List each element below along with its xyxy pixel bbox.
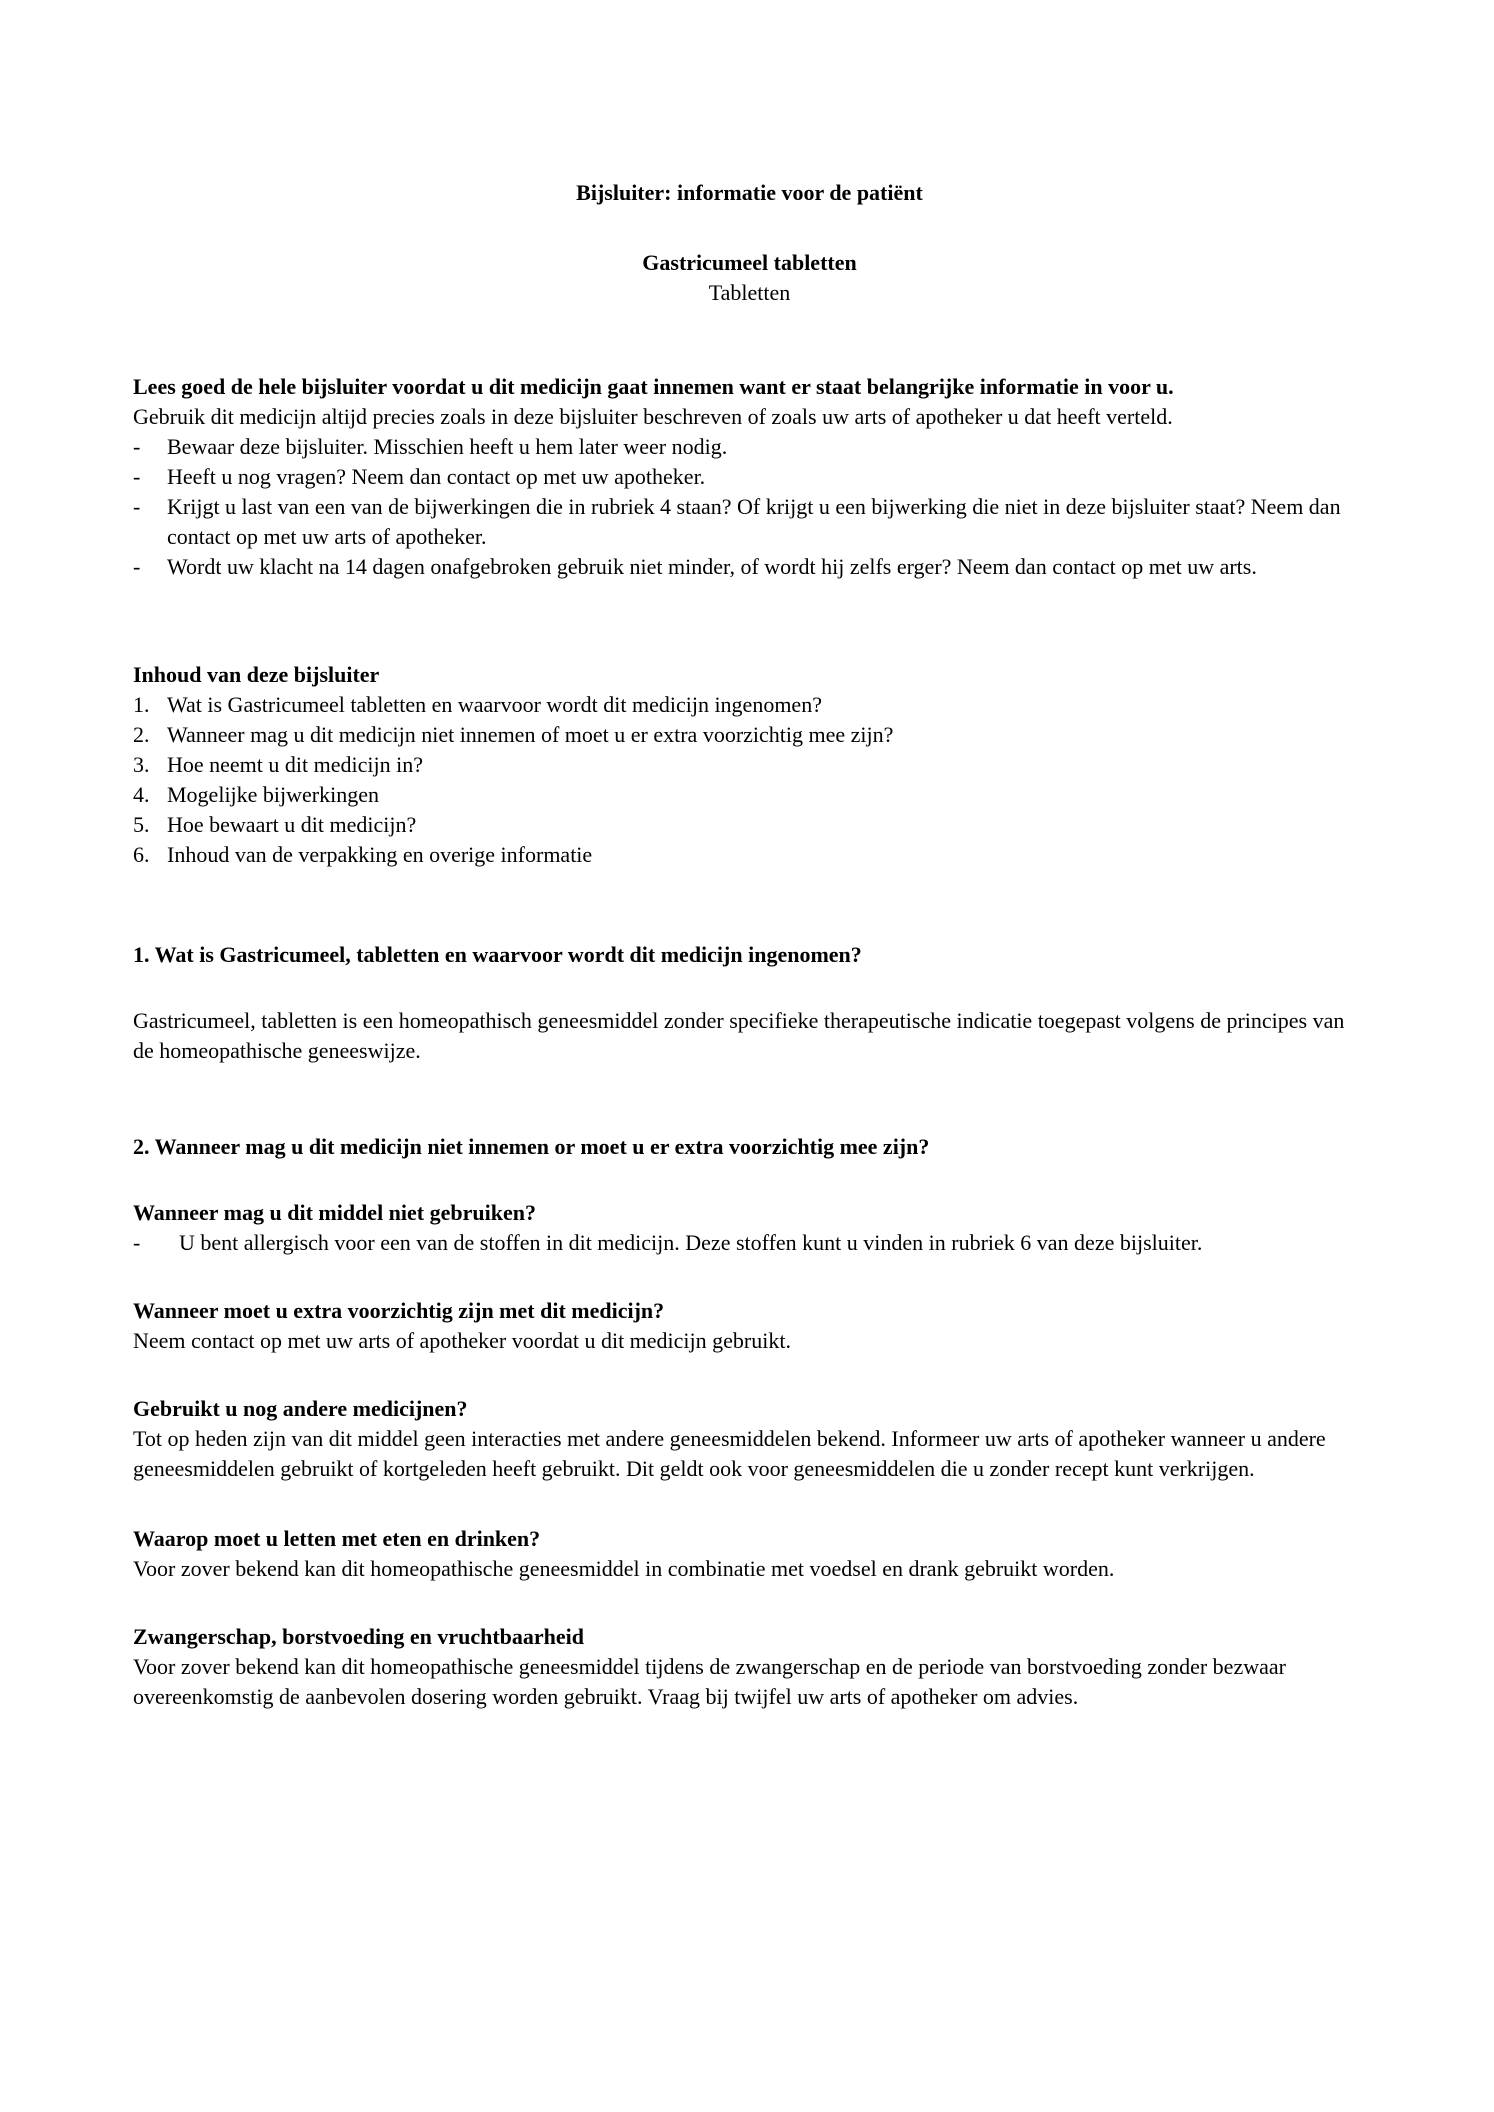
- section-2-heading: 2. Wanneer mag u dit medicijn niet innemen or moet u er extra voorzichtig mee zijn?: [133, 1134, 930, 1159]
- subsection-heading: Zwangerschap, borstvoeding en vruchtbaarheid: [133, 1624, 585, 1649]
- bullet-marker: -: [133, 494, 141, 519]
- toc-item: [133, 840, 1366, 870]
- toc-text: Inhoud van de verpakking en overige informatie: [167, 842, 593, 867]
- subsection-other-medicines: [133, 1394, 1366, 1484]
- bullet-marker: -: [133, 464, 141, 489]
- bullet-text: Wordt uw klacht na 14 dagen onafgebroken gebruik niet minder, of wordt hij zelfs erger? Neem dan contact op met uw arts.: [167, 554, 1257, 579]
- subsection-heading: Gebruikt u nog andere medicijnen?: [133, 1396, 468, 1421]
- intro-heading: Lees goed de hele bijsluiter voordat u dit medicijn gaat innemen want er staat belangrijke informatie in voor u.: [133, 374, 1174, 399]
- toc-heading: Inhoud van deze bijsluiter: [133, 662, 380, 687]
- subsection-pregnancy: [133, 1622, 1366, 1712]
- list-item: [133, 552, 1366, 582]
- toc-text: Hoe neemt u dit medicijn in?: [167, 752, 423, 777]
- toc-text: Wanneer mag u dit medicijn niet innemen of moet u er extra voorzichtig mee zijn?: [167, 722, 894, 747]
- bullet-marker: -: [133, 434, 141, 459]
- toc-item: [133, 810, 1366, 840]
- intro-body: Gebruik dit medicijn altijd precies zoals in deze bijsluiter beschreven of zoals uw arts of apotheker u dat heeft verteld.: [133, 404, 1173, 429]
- toc-text: Hoe bewaart u dit medicijn?: [167, 812, 417, 837]
- toc-number: 5.: [133, 812, 150, 837]
- list-item: [133, 432, 1366, 462]
- subsection-heading: Waarop moet u letten met eten en drinken?: [133, 1526, 541, 1551]
- subsection-body: Tot op heden zijn van dit middel geen interacties met andere geneesmiddelen bekend. Informeer uw arts of apotheker wanneer u andere geneesmiddelen gebruikt of kortgeleden heeft gebruikt. Dit geldt ook voor geneesmiddelen die u zonder recept kunt verkrijgen.: [133, 1426, 1326, 1481]
- toc-text: Wat is Gastricumeel tabletten en waarvoor wordt dit medicijn ingenomen?: [167, 692, 822, 717]
- section-1-heading: 1. Wat is Gastricumeel, tabletten en waarvoor wordt dit medicijn ingenomen?: [133, 942, 862, 967]
- toc-item: [133, 780, 1366, 810]
- toc-number: 1.: [133, 692, 150, 717]
- toc-item: [133, 720, 1366, 750]
- toc-text: Mogelijke bijwerkingen: [167, 782, 380, 807]
- product-name: Gastricumeel tabletten: [642, 250, 857, 275]
- list-item: [133, 492, 1366, 552]
- toc-number: 2.: [133, 722, 150, 747]
- toc-number: 4.: [133, 782, 150, 807]
- bullet-marker: -: [133, 554, 141, 579]
- bullet-text: Krijgt u last van een van de bijwerkingen die in rubriek 4 staan? Of krijgt u een bijwerking die niet in deze bijsluiter staat? Neem dan contact op met uw arts of apotheker.: [167, 494, 1341, 549]
- bullet-text: Heeft u nog vragen? Neem dan contact op met uw apotheker.: [167, 464, 706, 489]
- bullet-text: Bewaar deze bijsluiter. Misschien heeft u hem later weer nodig.: [167, 434, 728, 459]
- table-of-contents: [133, 660, 1366, 870]
- subsection-food-drink: [133, 1524, 1366, 1584]
- bullet-marker: -: [133, 1230, 141, 1255]
- page-title: Bijsluiter: informatie voor de patiënt: [576, 180, 923, 205]
- toc-item: [133, 690, 1366, 720]
- subsection-body: Voor zover bekend kan dit homeopathische geneesmiddel tijdens de zwangerschap en de periode van borstvoeding zonder bezwaar overeenkomstig de aanbevolen dosering worden gebruikt. Vraag bij twijfel uw arts of apotheker om advies.: [133, 1654, 1286, 1709]
- list-item: [133, 1228, 1366, 1258]
- subsection-caution: [133, 1296, 1366, 1356]
- subsection-heading: Wanneer mag u dit middel niet gebruiken?: [133, 1200, 536, 1225]
- subsection-not-use: [133, 1198, 1366, 1258]
- product-form: Tabletten: [708, 280, 791, 305]
- bullet-text: U bent allergisch voor een van de stoffen in dit medicijn. Deze stoffen kunt u vinden in rubriek 6 van deze bijsluiter.: [179, 1230, 1203, 1255]
- section-1-body: Gastricumeel, tabletten is een homeopathisch geneesmiddel zonder specifieke therapeutische indicatie toegepast volgens de principes van de homeopathische geneeswijze.: [133, 1008, 1345, 1063]
- list-item: [133, 462, 1366, 492]
- toc-number: 6.: [133, 842, 150, 867]
- toc-item: [133, 750, 1366, 780]
- intro-bullet-list: [133, 432, 1366, 582]
- subsection-body: Neem contact op met uw arts of apotheker voordat u dit medicijn gebruikt.: [133, 1328, 791, 1353]
- subsection-heading: Wanneer moet u extra voorzichtig zijn met dit medicijn?: [133, 1298, 665, 1323]
- toc-number: 3.: [133, 752, 150, 777]
- subsection-body: Voor zover bekend kan dit homeopathische geneesmiddel in combinatie met voedsel en drank gebruikt worden.: [133, 1556, 1115, 1581]
